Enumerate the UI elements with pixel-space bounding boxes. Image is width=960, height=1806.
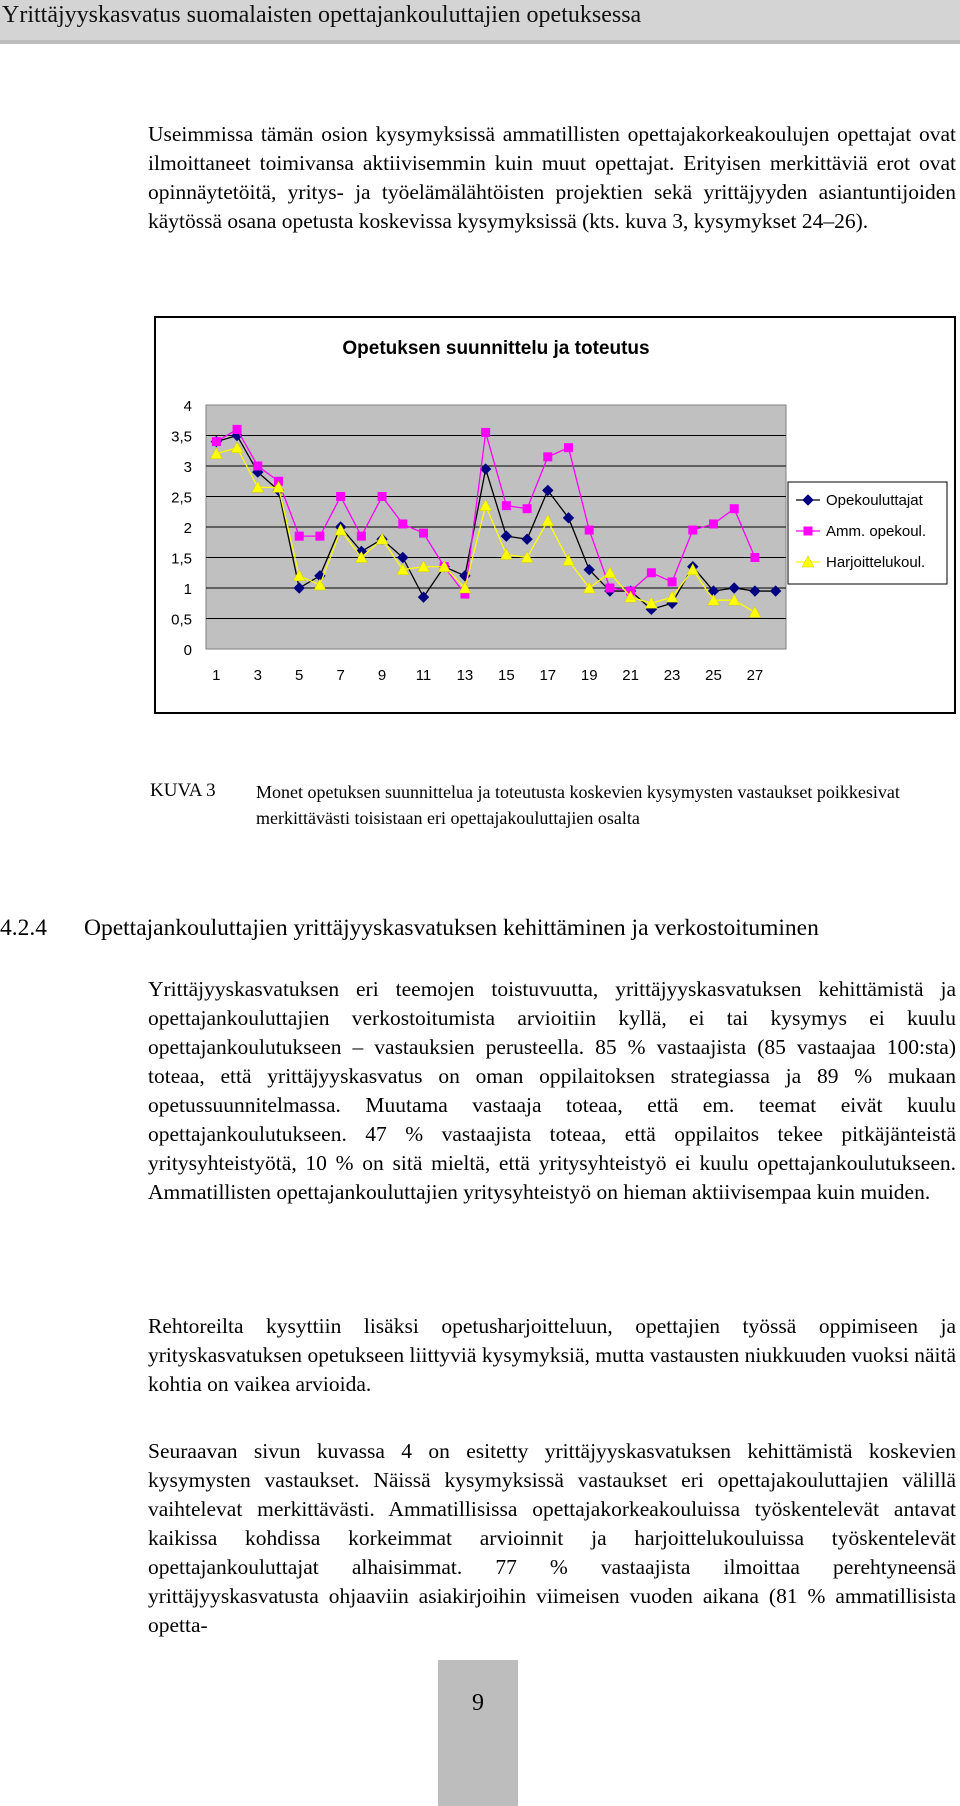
- body-paragraph: Yrittäjyyskasvatuksen eri teemojen toistuvuutta, yrittäjyyskasvatuksen kehittämistä ja opettajankouluttajien verkostoitumista arvioitiin kyllä, ei tai kysymys ei kuulu opettajankoulutukseen – vastauksien perusteella. 85 % vastaajista (85 vastaajaa 100:sta) toteaa, että yrittäjyyskasvatus on oman oppilaitoksen strategiassa ja 89 % mukaan opetussuunnitelmassa. Muutama vastaaja toteaa, että em. teemat eivät kuulu opettajankoulutukseen. 47 % vastaajista toteaa, että oppilaitos tekee pitkäjänteistä yritysyhteistyötä, 10 % on sitä mieltä, että yritysyhteistyö ei kuulu opettajankoulutukseen. Ammatillisten opettajankouluttajien yritysyhteistyö on hieman aktiivisempaa kuin muiden.: [148, 977, 956, 1204]
- data-point-series-2: [336, 492, 345, 501]
- header-rule: [0, 40, 960, 44]
- legend-label: Opekouluttajat: [826, 492, 923, 509]
- legend-label: Harjoittelukoul.: [826, 554, 926, 571]
- header-title: Yrittäjyyskasvatus suomalaisten opettajankouluttajien opetuksessa: [2, 2, 642, 28]
- body-paragraph: Seuraavan sivun kuvassa 4 on esitetty yrittäjyyskasvatuksen kehittämistä koskevien kysymysten vastaukset. Näissä kysymyksissä vastaukset eri opettajakouluttajien välillä vaihtelevat merkittävästi. Ammatillisissa opettajakorkeakouluissa työskentelevät antavat kaikissa kohdissa korkeimmat arvioinnit ja harjoittelukouluissa työskentelevät opettajankouluttajat alhaisimmat. 77 % vastaajista ilmoittaa perehtyneensä yrittäjyyskasvatusta ohjaaviin asiakirjoihin viimeisen vuoden aikana (81 % ammatillisista opetta-: [148, 1439, 956, 1637]
- data-point-series-2: [212, 437, 221, 446]
- data-point-series-2: [378, 492, 387, 501]
- x-tick-label: 27: [746, 667, 764, 684]
- data-point-series-2: [709, 519, 718, 528]
- x-tick-label: 15: [498, 667, 515, 684]
- y-tick-label: 4: [183, 398, 192, 415]
- chart-title: Opetuksen suunnittelu ja toteutus: [342, 338, 650, 359]
- data-point-series-2: [233, 425, 242, 434]
- x-tick-label: 3: [253, 667, 262, 684]
- y-tick-label: 1: [183, 581, 192, 598]
- figure-caption-text: Monet opetuksen suunnittelua ja toteutusta koskevien kysymysten vastaukset poikkesivat merkittävästi toisistaan eri opettajakouluttajien osalta: [256, 782, 900, 828]
- data-point-series-2: [730, 504, 739, 513]
- section-number: 4.2.4: [0, 915, 47, 941]
- y-tick-label: 0,5: [171, 611, 192, 629]
- data-point-series-2: [295, 532, 304, 541]
- x-tick-label: 1: [212, 667, 221, 684]
- x-tick-label: 13: [456, 667, 474, 684]
- y-tick-label: 1,5: [171, 550, 192, 568]
- y-tick-label: 0: [183, 642, 192, 659]
- data-point-series-2: [605, 584, 614, 593]
- body-paragraph: Rehtoreilta kysyttiin lisäksi opetusharjoitteluun, opettajien työssä oppimiseen ja yrityskasvatuksen opetukseen liittyviä kysymyksiä, mutta vastausten niukkuuden vuoksi näitä kohtia on vaikea arvioida.: [148, 1314, 956, 1396]
- x-tick-label: 23: [663, 667, 681, 684]
- y-tick-label: 2: [183, 520, 192, 537]
- data-point-series-2: [668, 577, 677, 586]
- page-number-tab: [438, 1660, 518, 1806]
- data-point-series-2: [419, 529, 428, 538]
- data-point-series-2: [253, 462, 262, 471]
- x-tick-label: 25: [705, 667, 722, 684]
- data-point-series-2: [750, 553, 759, 562]
- data-point-series-2: [564, 443, 573, 452]
- data-point-series-2: [523, 504, 532, 513]
- data-point-series-2: [688, 526, 697, 535]
- x-tick-label: 17: [539, 667, 557, 684]
- data-point-series-2: [585, 526, 594, 535]
- section-heading: [0, 915, 819, 942]
- y-tick-label: 2,5: [171, 489, 192, 507]
- data-point-series-2: [481, 428, 490, 437]
- y-tick-label: 3,5: [171, 428, 192, 446]
- section-title: Opettajankouluttajien yrittäjyyskasvatuksen kehittäminen ja verkostoituminen: [84, 915, 819, 941]
- x-tick-label: 11: [415, 667, 432, 684]
- legend-label: Amm. opekoul.: [826, 523, 927, 540]
- legend-marker: [804, 527, 813, 536]
- y-tick-label: 3: [183, 459, 192, 476]
- intro-paragraph: Useimmissa tämän osion kysymyksissä ammatillisten opettajakorkeakoulujen opettajat ovat ilmoittaneet toimivansa aktiivisemmin kuin muut opettajat. Erityisen merkittäviä erot ovat opinnäytetöitä, yritys- ja työelämälähtöisten projektien sekä yrittäjyyden asiantuntijoiden käytössä osana opetusta koskevissa kysymyksissä (kts. kuva 3, kysymykset 24–26).: [148, 122, 956, 233]
- data-point-series-2: [357, 532, 366, 541]
- x-tick-label: 19: [580, 667, 598, 684]
- data-point-series-2: [398, 519, 407, 528]
- running-header: [0, 0, 960, 44]
- x-tick-label: 7: [336, 667, 345, 684]
- x-tick-label: 9: [377, 667, 387, 684]
- x-tick-label: 21: [622, 667, 639, 684]
- figure-caption-label: KUVA 3: [150, 780, 216, 801]
- page-number: 9: [472, 1690, 484, 1716]
- data-point-series-2: [647, 568, 656, 577]
- x-tick-label: 5: [295, 667, 304, 684]
- data-point-series-2: [502, 501, 511, 510]
- chart-frame: [154, 316, 956, 714]
- data-point-series-2: [315, 532, 324, 541]
- line-chart: [156, 318, 954, 712]
- data-point-series-2: [543, 452, 552, 461]
